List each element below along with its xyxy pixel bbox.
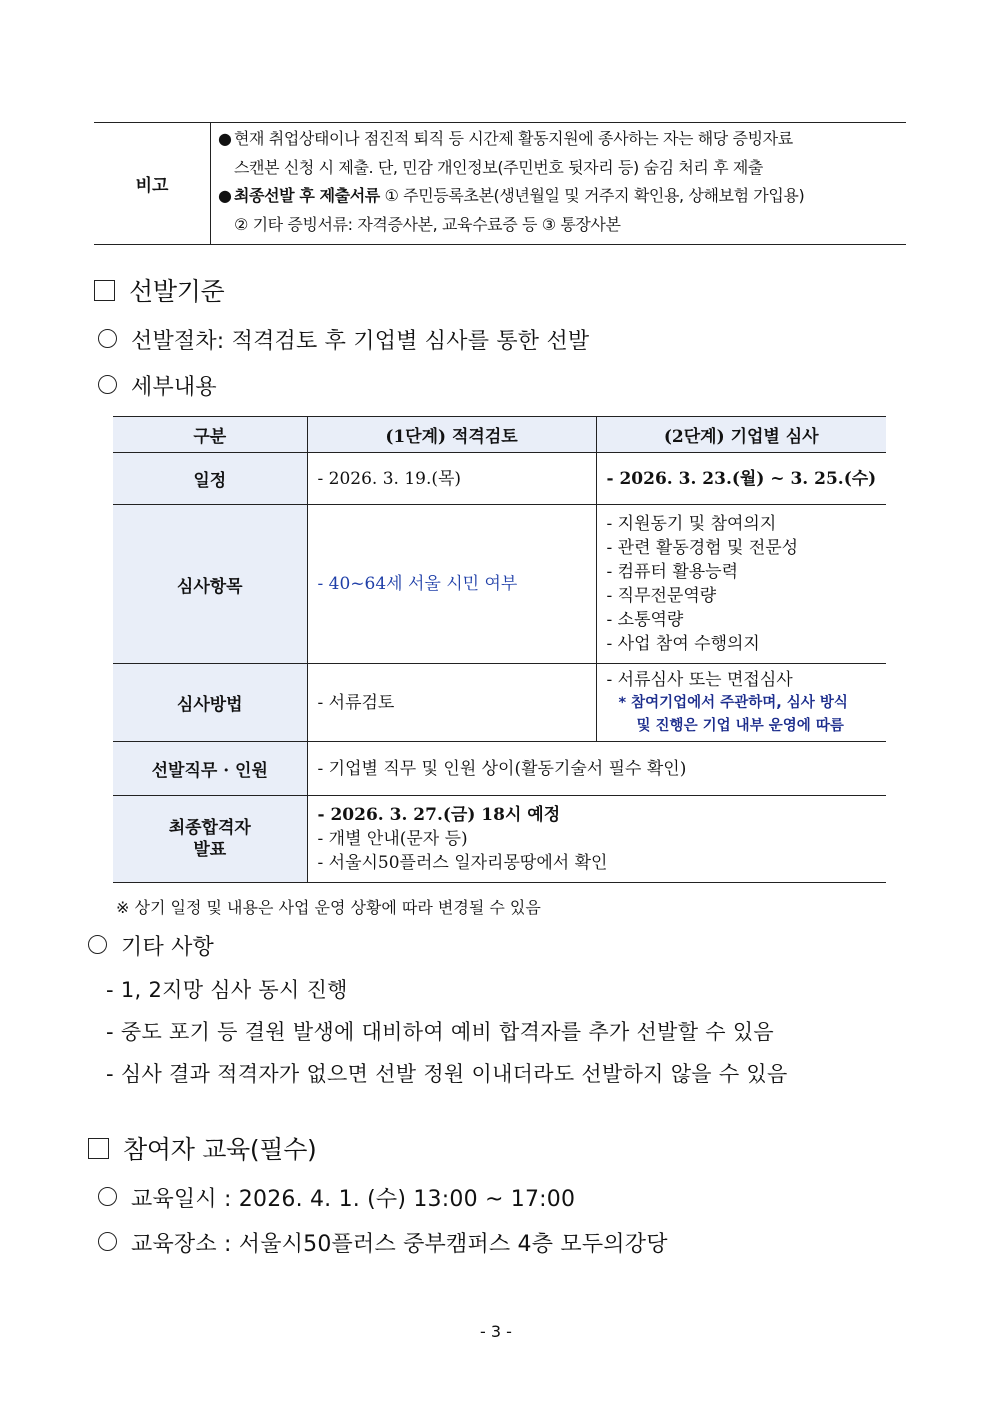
table-row-positions	[113, 742, 886, 796]
table-row-announcement	[113, 796, 886, 883]
criteria-stage1: - 40~64세 서울 시민 여부	[307, 505, 596, 664]
bullet-icon: ●	[218, 186, 232, 205]
etc-item-3: - 심사 결과 적격자가 없으면 선발 정원 이내더라도 선발하지 않을 수 있음	[106, 1062, 788, 1086]
note-line-2: 스캔본 신청 시 제출. 단, 민감 개인정보(주민번호 뒷자리 등) 숨김 처리 후 제출	[234, 157, 763, 177]
selection-details: 세부내용	[98, 370, 217, 401]
positions-value: - 기업별 직무 및 인원 상이(활동기술서 필수 확인)	[307, 742, 886, 796]
method-stage1: - 서류검토	[307, 664, 596, 742]
list-item: - 지원동기 및 참여의지	[606, 514, 777, 534]
education-place: 교육장소 : 서울시50플러스 중부캠퍼스 4층 모두의강당	[98, 1227, 668, 1258]
education-date: 교육일시 : 2026. 4. 1. (수) 13:00 ~ 17:00	[98, 1182, 575, 1213]
section-title-selection: 선발기준	[94, 272, 224, 308]
selection-table	[113, 416, 886, 883]
row-label-criteria: 심사항목	[113, 505, 307, 664]
row-label-positions: 선발직무 · 인원	[113, 742, 307, 796]
checkbox-square-icon	[94, 280, 115, 301]
note-table	[94, 122, 906, 245]
method-stage2: - 서류심사 또는 면접심사 * 참여기업에서 주관하며, 심사 방식 및 진행은 기업 내부 운영에 따름	[596, 664, 886, 742]
etc-item-1: - 1, 2지망 심사 동시 진행	[106, 978, 348, 1002]
table-row-criteria	[113, 505, 886, 664]
note-label: 비고	[94, 123, 211, 244]
schedule-stage1: - 2026. 3. 19.(목)	[307, 453, 596, 505]
header-category: 구분	[113, 417, 307, 453]
circle-bullet-icon	[98, 375, 117, 394]
row-label-method: 심사방법	[113, 664, 307, 742]
circle-bullet-icon	[88, 935, 107, 954]
etc-title: 기타 사항	[88, 930, 214, 961]
circle-bullet-icon	[98, 1232, 117, 1251]
selection-procedure: 선발절차: 적격검토 후 기업별 심사를 통한 선발	[98, 324, 589, 355]
schedule-footnote: ※ 상기 일정 및 내용은 사업 운영 상황에 따라 변경될 수 있음	[116, 898, 541, 917]
table-header-row	[113, 417, 886, 453]
list-item: - 사업 참여 수행의지	[606, 634, 760, 654]
circle-bullet-icon	[98, 329, 117, 348]
circle-bullet-icon	[98, 1187, 117, 1206]
note-line-3: ● 최종선발 후 제출서류 ① 주민등록초본(생년월일 및 거주지 확인용, 상해보험 가입용)	[218, 182, 902, 211]
checkbox-square-icon	[88, 1138, 109, 1159]
schedule-stage2: - 2026. 3. 23.(월) ~ 3. 25.(수)	[596, 453, 886, 505]
etc-item-2: - 중도 포기 등 결원 발생에 대비하여 예비 합격자를 추가 선발할 수 있음	[106, 1020, 774, 1044]
header-stage1: (1단계) 적격검토	[307, 417, 596, 453]
row-label-announcement: 최종합격자 발표	[113, 796, 307, 883]
list-item: - 소통역량	[606, 610, 684, 630]
header-stage2: (2단계) 기업별 심사	[596, 417, 886, 453]
bullet-icon: ●	[218, 129, 232, 148]
method-note-2: 및 진행은 기업 내부 운영에 따름	[636, 717, 844, 734]
note-line-4: ② 기타 증빙서류: 자격증사본, 교육수료증 등 ③ 통장사본	[234, 214, 621, 234]
row-label-schedule: 일정	[113, 453, 307, 505]
method-note-1: * 참여기업에서 주관하며, 심사 방식	[618, 694, 848, 711]
list-item: - 컴퓨터 활용능력	[606, 562, 739, 582]
criteria-stage2	[596, 505, 886, 664]
list-item: - 관련 활동경험 및 전문성	[606, 538, 799, 558]
list-item: - 직무전문역량	[606, 586, 717, 606]
announcement-value: - 2026. 3. 27.(금) 18시 예정 - 개별 안내(문자 등) - 서울시50플러스 일자리몽땅에서 확인	[307, 796, 886, 883]
table-row-schedule	[113, 453, 886, 505]
section-title-education: 참여자 교육(필수)	[88, 1130, 317, 1166]
table-row-method	[113, 664, 886, 742]
note-line-1: ● 현재 취업상태이나 점진적 퇴직 등 시간제 활동지원에 종사하는 자는 해당 증빙자료	[218, 125, 902, 154]
note-body	[218, 125, 902, 239]
page-number: - 3 -	[480, 1322, 512, 1341]
